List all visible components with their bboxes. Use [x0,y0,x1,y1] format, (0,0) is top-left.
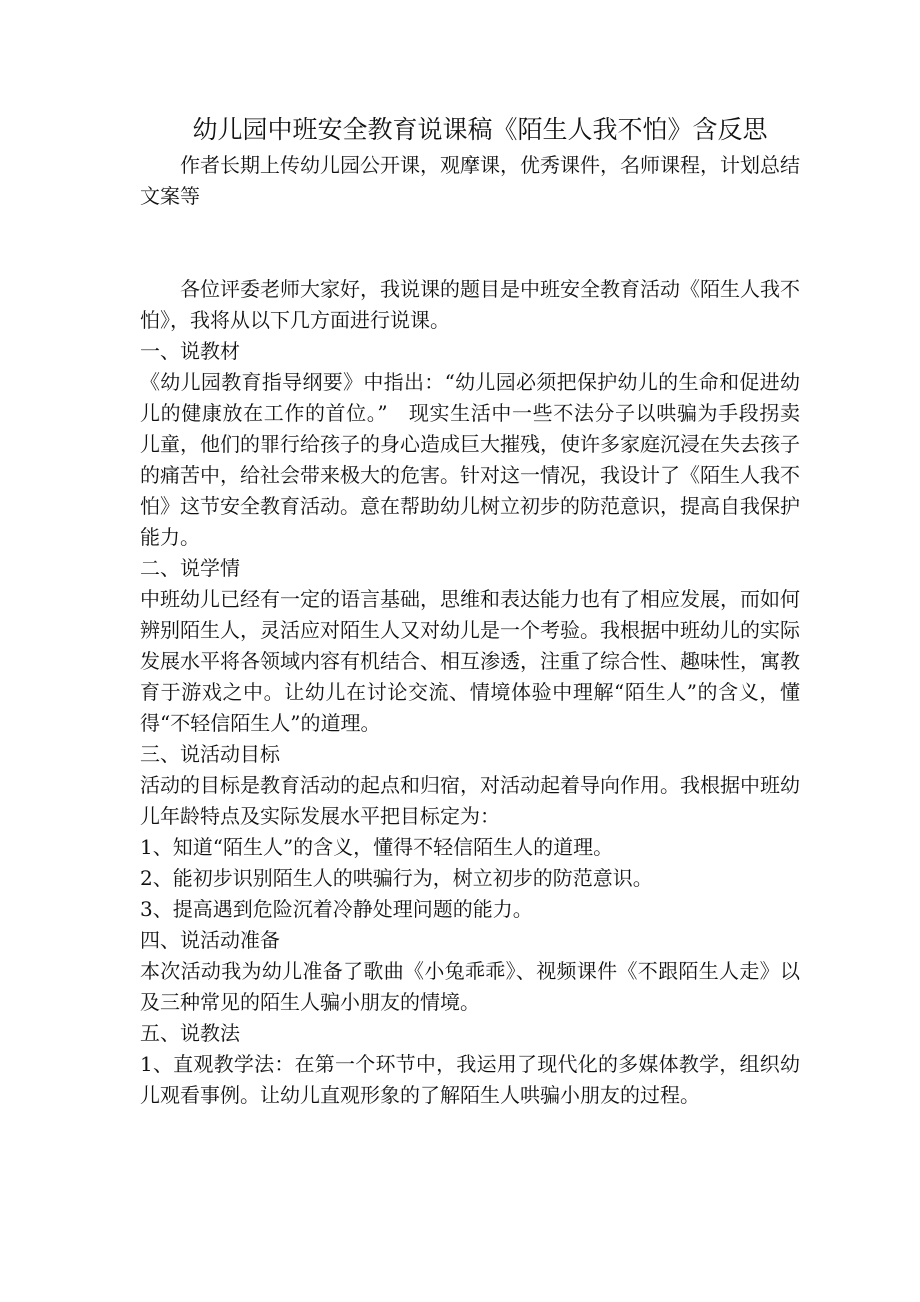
list-item: 1、知道“陌生人”的含义，懂得不轻信陌生人的道理。 [140,835,614,859]
intro-paragraph: 各位评委老师大家好，我说课的题目是中班安全教育活动《陌生人我不怕》，我将从以下几方面进行说课。 [140,277,800,332]
document-body [140,150,800,1111]
section-paragraph: 中班幼儿已经有一定的语言基础，思维和表达能力也有了相应发展，而如何辨别陌生人，灵活应对陌生人又对幼儿是一个考验。我根据中班幼儿的实际发展水平将各领域内容有机结合、相互渗透，注重了综合性、趣味性，寓教育于游戏之中。让幼儿在讨论交流、情境体验中理解“陌生人”的含义，懂得“不轻信陌生人”的道理。 [140,587,800,735]
author-line: 作者长期上传幼儿园公开课，观摩课，优秀课件，名师课程，计划总结文案等 [140,153,800,208]
section-heading: 四、说活动准备 [140,928,280,952]
section-heading: 一、说教材 [140,339,240,363]
list-item: 3、提高遇到危险沉着冷静处理问题的能力。 [140,897,533,921]
section-paragraph: 本次活动我为幼儿准备了歌曲《小兔乖乖》、视频课件《不跟陌生人走》以及三种常见的陌生人骗小朋友的情境。 [140,959,800,1014]
section-heading: 五、说教法 [140,1021,240,1045]
section-paragraph: 《幼儿园教育指导纲要》中指出：“幼儿园必须把保护幼儿的生命和促进幼儿的健康放在工作的首位。” 现实生活中一些不法分子以哄骗为手段拐卖儿童，他们的罪行给孩子的身心造成巨大摧残，使许多家庭沉浸在失去孩子的痛苦中，给社会带来极大的危害。针对这一情况，我设计了《陌生人我不怕》这节安全教育活动。意在帮助幼儿树立初步的防范意识，提高自我保护能力。 [140,370,800,549]
list-item: 2、能初步识别陌生人的哄骗行为，树立初步的防范意识。 [140,866,653,890]
section-heading: 三、说活动目标 [140,742,280,766]
section-paragraph: 1、直观教学法：在第一个环节中，我运用了现代化的多媒体教学，组织幼儿观看事例。让幼儿直观形象的了解陌生人哄骗小朋友的过程。 [140,1052,800,1107]
document-title: 幼儿园中班安全教育说课稿《陌生人我不怕》含反思 [192,115,768,144]
section-heading: 二、说学情 [140,556,240,580]
blank-line [140,243,800,274]
section-paragraph: 活动的目标是教育活动的起点和归宿，对活动起着导向作用。我根据中班幼儿年龄特点及实际发展水平把目标定为： [140,773,800,828]
blank-line [140,212,800,243]
